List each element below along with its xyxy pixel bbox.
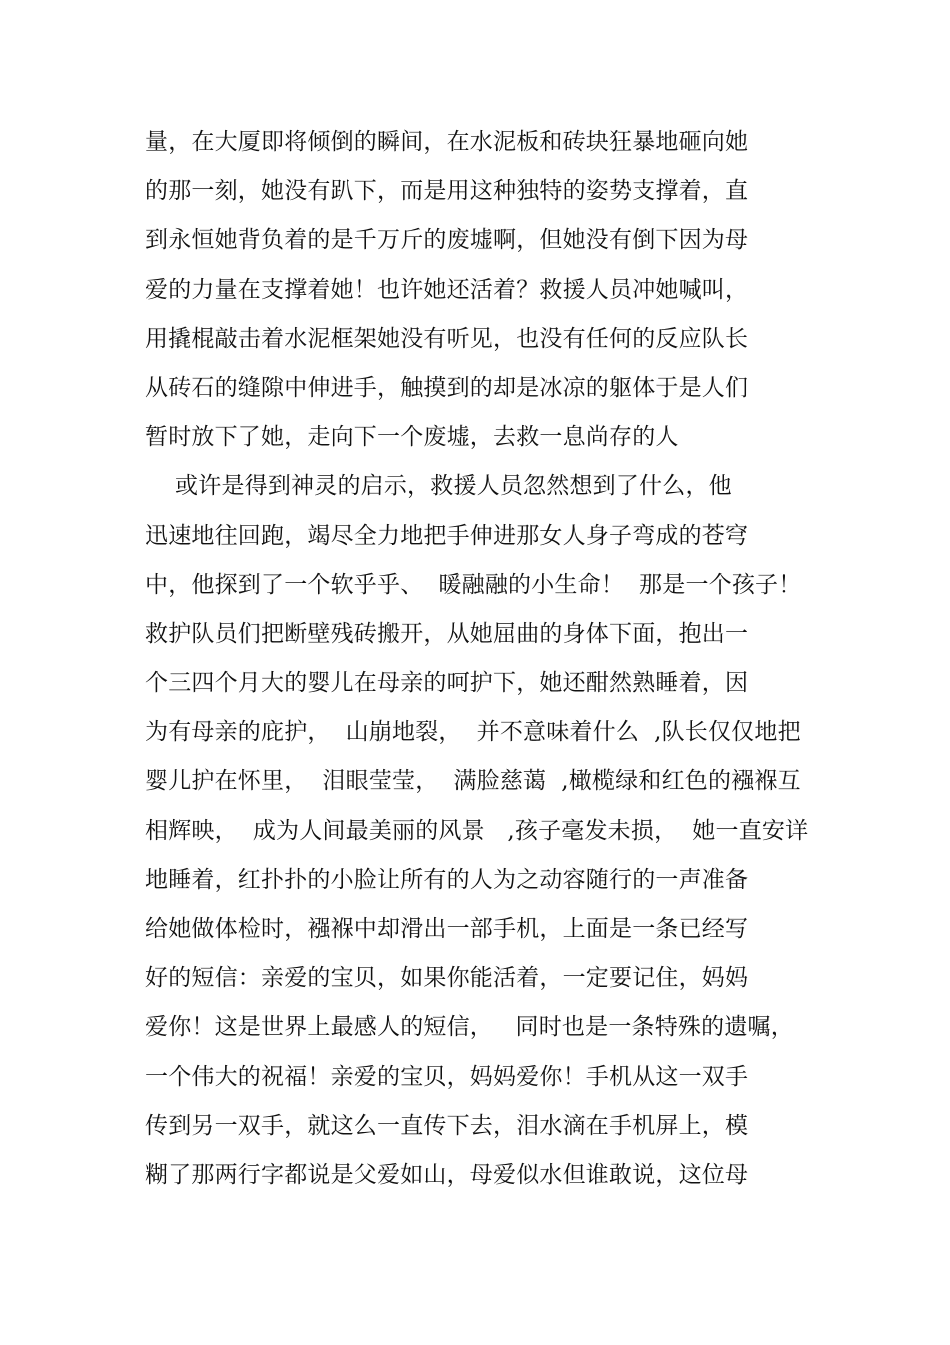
text-line: 用撬棍敲击着水泥框架她没有听见，也没有任何的反应队长: [145, 325, 749, 352]
text-line: 爱的力量在支撑着她！也许她还活着？救援人员冲她喊叫，: [145, 276, 749, 303]
text-line: 个三四个月大的婴儿在母亲的呵护下，她还酣然熟睡着，因: [145, 670, 749, 697]
text-line: 婴儿护在怀里， 泪眼莹莹， 满脸慈蔼 ,橄榄绿和红色的襁褓互: [145, 768, 801, 795]
text-line: 的那一刻，她没有趴下，而是用这种独特的姿势支撑着，直: [145, 178, 749, 205]
text-line: 或许是得到神灵的启示，救援人员忽然想到了什么，他: [145, 473, 732, 500]
text-line: 一个伟大的祝福！亲爱的宝贝，妈妈爱你！手机从这一双手: [145, 1063, 749, 1090]
text-line: 相辉映， 成为人间最美丽的风景 ,孩子毫发未损， 她一直安详: [145, 817, 809, 844]
text-line: 到永恒她背负着的是千万斤的废墟啊，但她没有倒下因为母: [145, 227, 749, 254]
text-line: 从砖石的缝隙中伸进手，触摸到的却是冰凉的躯体于是人们: [145, 374, 749, 401]
text-line: 为有母亲的庇护， 山崩地裂， 并不意味着什么 ,队长仅仅地把: [145, 719, 801, 746]
body-text: [145, 118, 809, 1200]
text-line: 好的短信：亲爱的宝贝，如果你能活着，一定要记住，妈妈: [145, 965, 749, 992]
text-line: 传到另一双手，就这么一直传下去，泪水滴在手机屏上，模: [145, 1112, 749, 1139]
text-line: 爱你！这是世界上最感人的短信， 同时也是一条特殊的遗嘱，: [145, 1014, 794, 1041]
text-line: 迅速地往回跑，竭尽全力地把手伸进那女人身子弯成的苍穹: [145, 522, 749, 549]
text-line: 糊了那两行字都说是父爱如山，母爱似水但谁敢说，这位母: [145, 1161, 749, 1188]
text-line: 暂时放下了她，走向下一个废墟，去救一息尚存的人: [145, 424, 679, 451]
text-line: 地睡着，红扑扑的小脸让所有的人为之动容随行的一声准备: [145, 866, 749, 893]
text-line: 量，在大厦即将倾倒的瞬间，在水泥板和砖块狂暴地砸向她: [145, 129, 749, 155]
text-line: 给她做体检时，襁褓中却滑出一部手机，上面是一条已经写: [145, 916, 749, 942]
text-line: 救护队员们把断壁残砖搬开，从她屈曲的身体下面，抱出一: [145, 620, 749, 647]
text-line: 中，他探到了一个软乎乎、 暖融融的小生命！ 那是一个孩子！: [145, 571, 802, 598]
